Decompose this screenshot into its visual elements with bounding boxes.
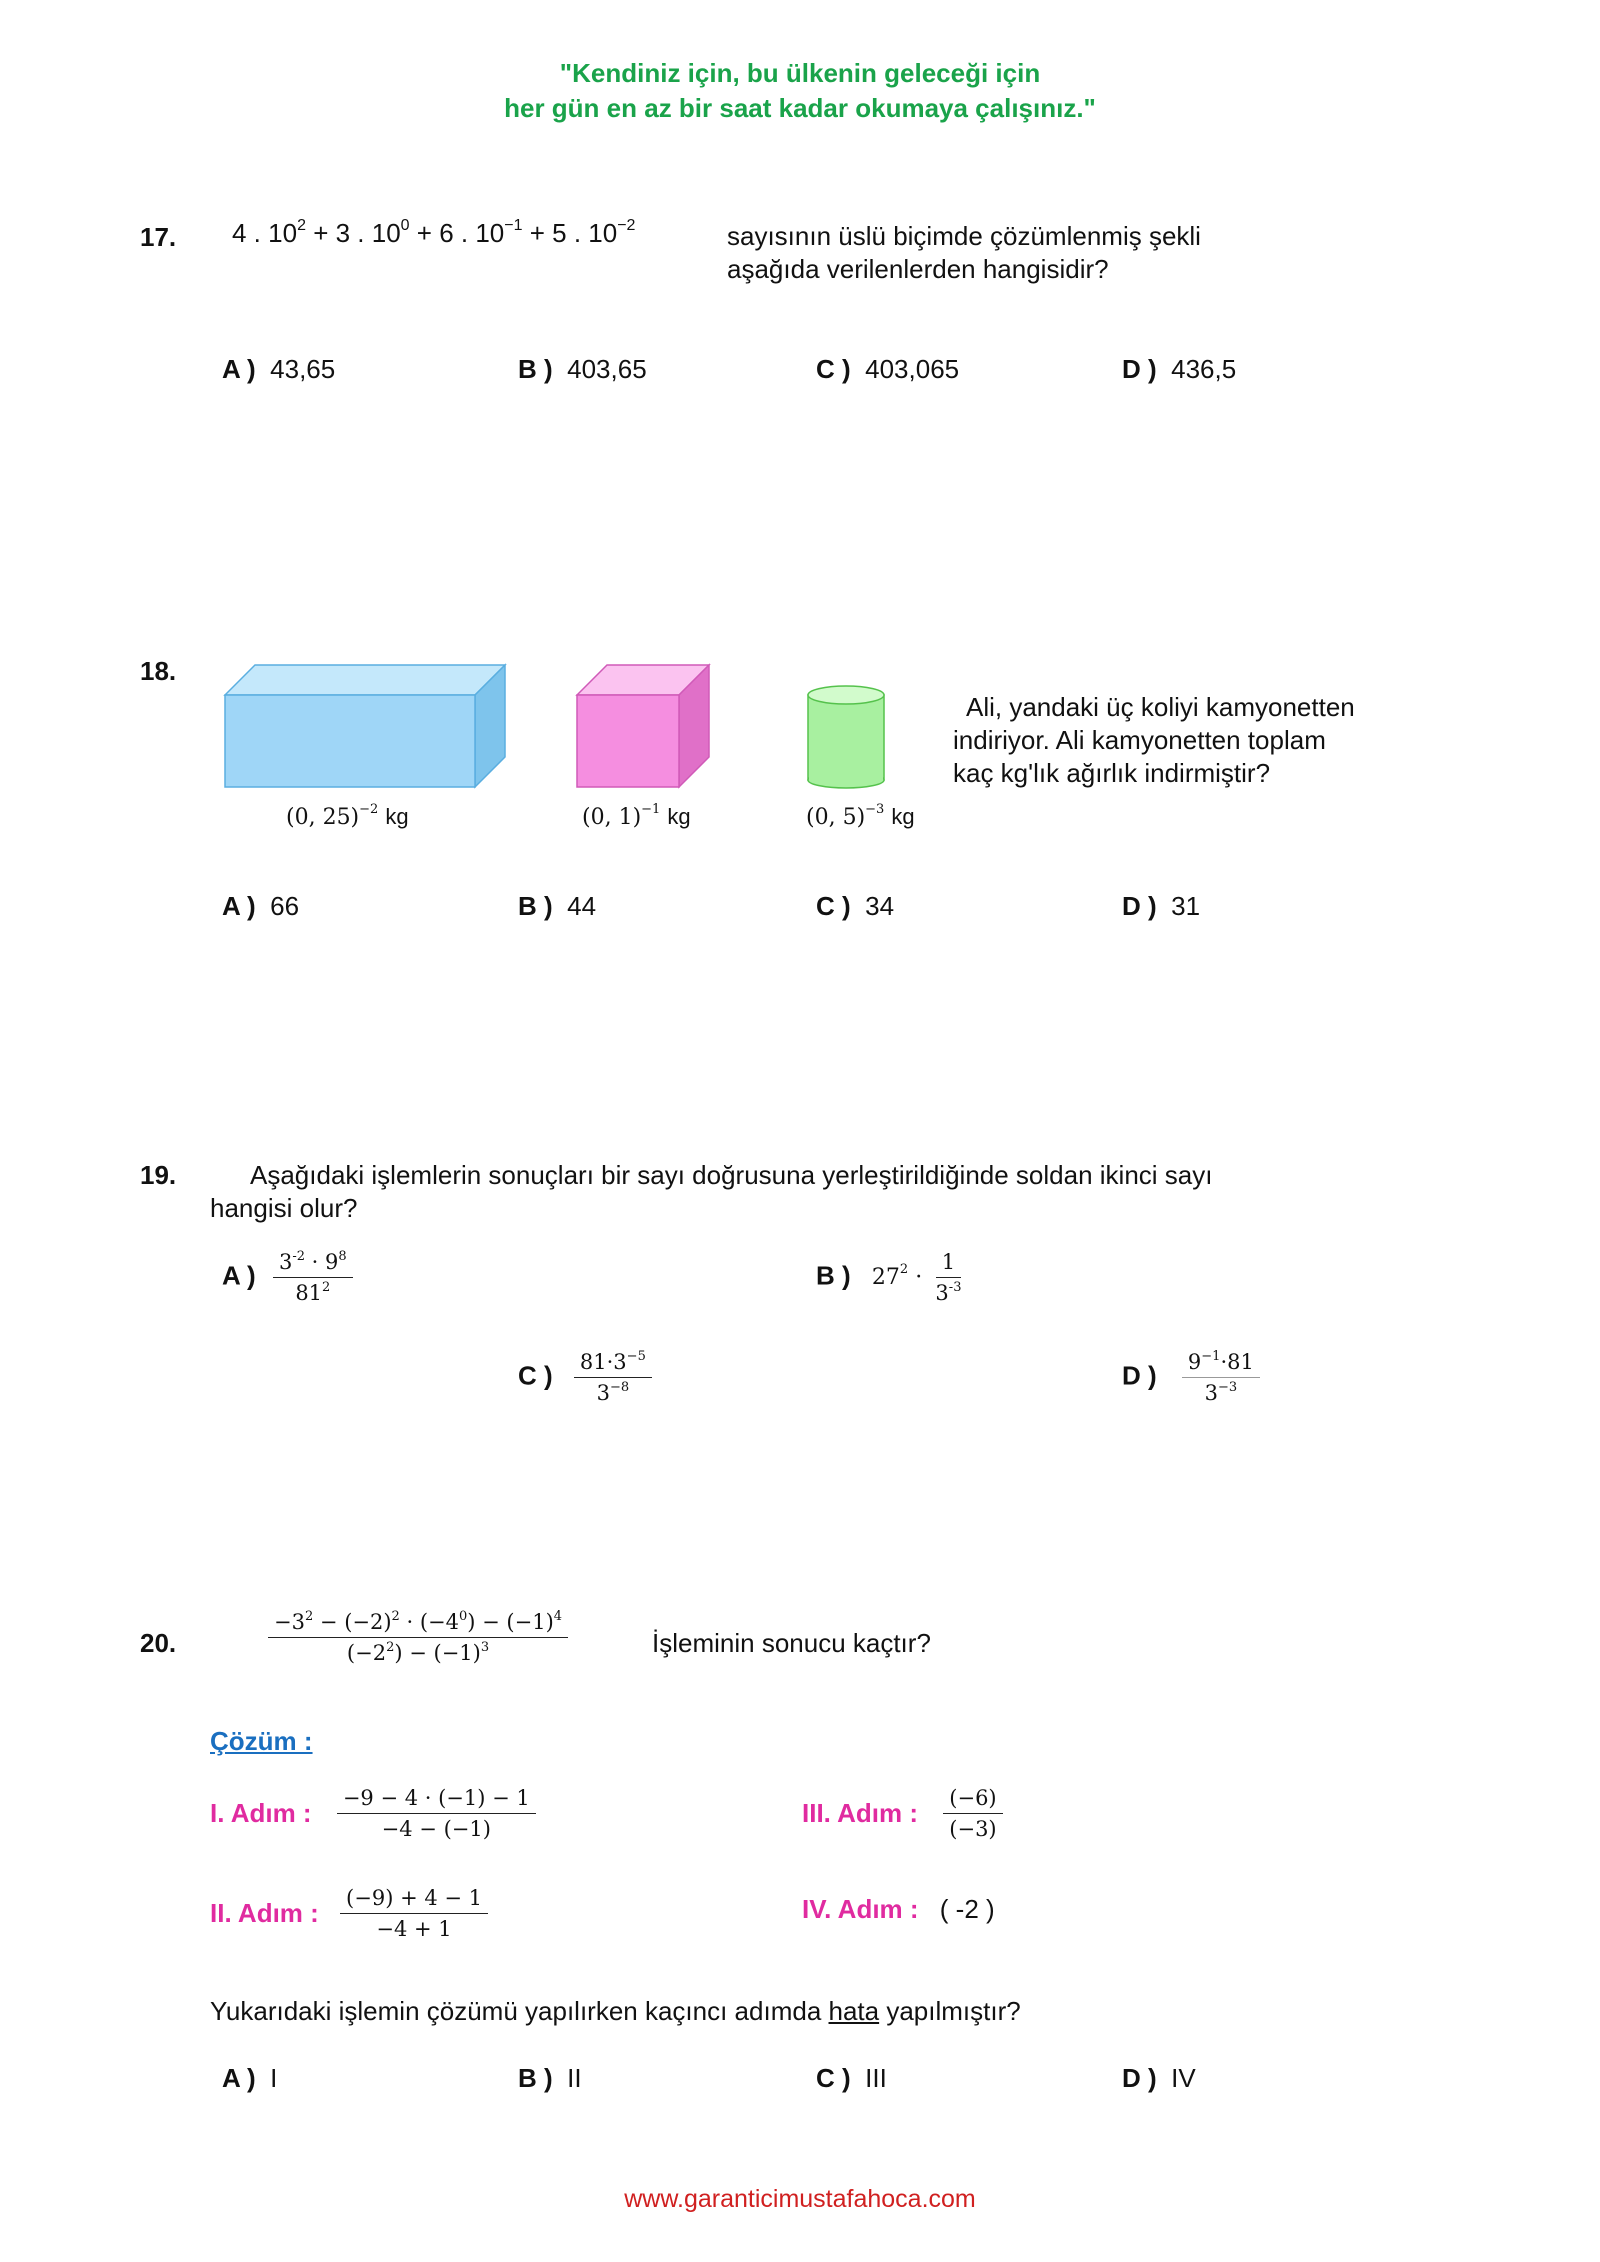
- q17-option-d[interactable]: D ) 436,5: [1122, 354, 1237, 384]
- question-20-expression: $\frac{-3^2 - (-2)^2 \cdot (-4^0) - (-1)^4}{(-2^2) - (-1)^3}$: [268, 1610, 568, 1665]
- question-20-text: İşleminin sonucu kaçtır?: [652, 1628, 931, 1658]
- q17-option-b[interactable]: B ) 403,65: [518, 354, 647, 384]
- q18-option-c[interactable]: C ) 34: [816, 891, 895, 921]
- q20-option-c[interactable]: C ) III: [816, 2063, 887, 2093]
- question-18-number: 18.: [140, 656, 177, 686]
- q17-option-c[interactable]: C ) 403,065: [816, 354, 960, 384]
- header-quote-line2: her gün en az bir saat kadar okumaya çalışınız.": [504, 93, 1096, 123]
- blue-box-weight: (0, 25)$^{-2}$ kg: [286, 802, 409, 830]
- package-illustrations: [210, 655, 910, 805]
- question-17-text-line1: sayısının üslü biçimde çözümlenmiş şekli: [727, 221, 1201, 251]
- q20-option-a[interactable]: A ) I: [222, 2063, 278, 2093]
- q17-option-a[interactable]: A ) 43,65: [222, 354, 336, 384]
- pink-box-icon: [577, 665, 709, 787]
- q18-option-a[interactable]: A ) 66: [222, 891, 300, 921]
- step-1: I. Adım : $\frac{-9 - 4 \cdot (-1) - 1}{-4 - (-1)}$: [210, 1786, 536, 1841]
- blue-box-icon: [225, 665, 505, 787]
- q18-option-b[interactable]: B ) 44: [518, 891, 597, 921]
- q19-option-d[interactable]: D ) $\frac{9^{-1}\cdot 81}{3^{-3}}$: [1122, 1350, 1260, 1405]
- q20-option-b[interactable]: B ) II: [518, 2063, 582, 2093]
- question-18-text-line3: kaç kg'lık ağırlık indirmiştir?: [953, 758, 1271, 788]
- question-19-text-line1: Aşağıdaki işlemlerin sonuçları bir sayı doğrusuna yerleştirildiğinde soldan ikinci sayı: [250, 1160, 1213, 1190]
- question-17-expression: 4 . $10^2 + 3$ . $10^0 + 6$ . $10^{-1} + 5$ . $10^{-2}$: [232, 217, 636, 248]
- question-19-text-line2: hangisi olur?: [210, 1193, 358, 1223]
- q19-option-a[interactable]: A ) $\frac{3^{-2} \cdot 9^8}{81^2}$: [222, 1250, 353, 1305]
- header-quote-line1: "Kendiniz için, bu ülkenin geleceği için: [559, 58, 1041, 88]
- question-20-followup: Yukarıdaki işlemin çözümü yapılırken kaçıncı adımda hata yapılmıştır?: [210, 1996, 1021, 2026]
- q18-option-d[interactable]: D ) 31: [1122, 891, 1201, 921]
- q20-option-d[interactable]: D ) IV: [1122, 2063, 1196, 2093]
- question-18-text-line1: Ali, yandaki üç koliyi kamyonetten: [966, 692, 1355, 722]
- solution-heading: Çözüm :: [210, 1726, 313, 1756]
- green-cylinder-weight: (0, 5)$^{-3}$ kg: [806, 802, 915, 830]
- footer-url[interactable]: www.garanticimustafahoca.com: [624, 2185, 976, 2213]
- step-3: III. Adım : $\frac{(-6)}{(-3)}$: [802, 1786, 1003, 1841]
- q19-option-c[interactable]: C ) $\frac{81\cdot 3^{-5}}{3^{-8}}$: [518, 1350, 652, 1405]
- question-17-number: 17.: [140, 222, 177, 252]
- step-2: II. Adım : $\frac{(-9) + 4 - 1}{-4 + 1}$: [210, 1886, 488, 1941]
- question-20-number: 20.: [140, 1628, 177, 1658]
- green-cylinder-icon: [808, 686, 884, 788]
- pink-box-weight: (0, 1)$^{-1}$ kg: [582, 802, 691, 830]
- question-17-text-line2: aşağıda verilenlerden hangisidir?: [727, 254, 1109, 284]
- q19-option-b[interactable]: B ) $27^2$ · $\frac{1}{3^{-3}}$: [816, 1250, 962, 1305]
- step-4: IV. Adım : ( -2 ): [802, 1894, 995, 1924]
- question-18-text-line2: indiriyor. Ali kamyonetten toplam: [953, 725, 1326, 755]
- question-19-number: 19.: [140, 1160, 177, 1190]
